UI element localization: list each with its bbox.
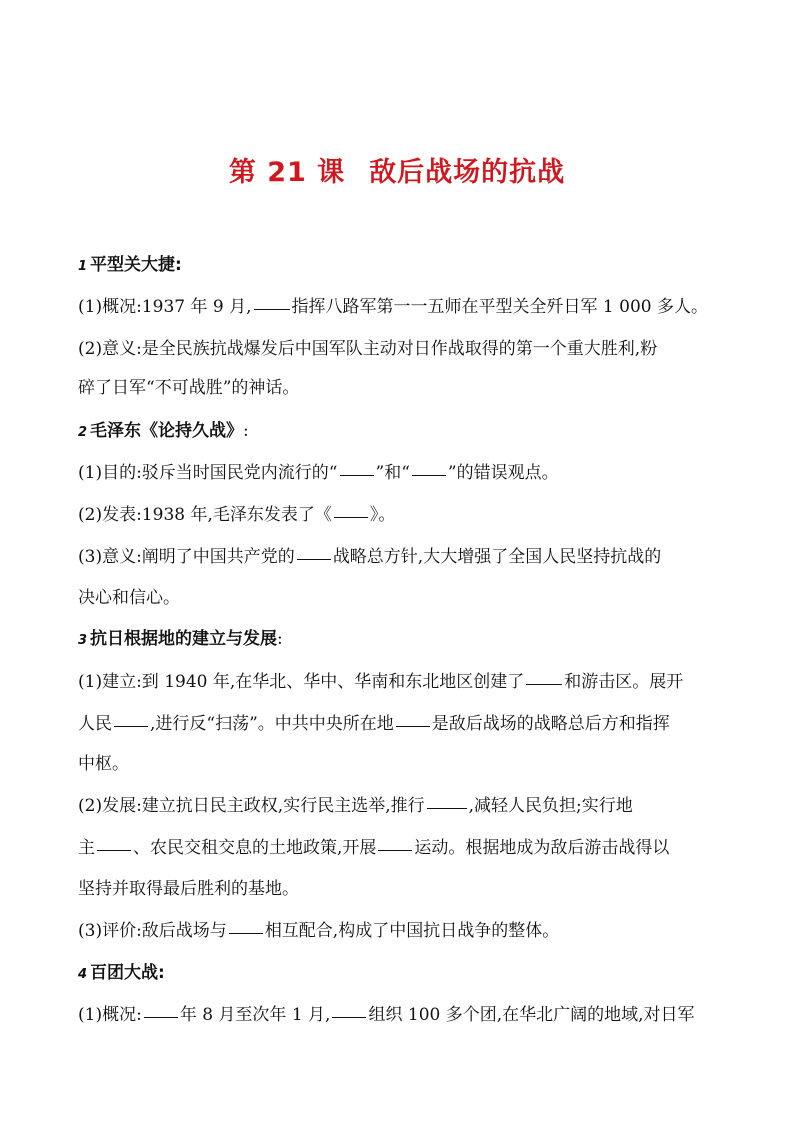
section-1-heading: 1 平型关大捷: <box>78 255 182 275</box>
fill-blank[interactable] <box>334 516 368 518</box>
fill-blank[interactable] <box>229 932 263 934</box>
fill-blank[interactable] <box>297 558 331 560</box>
lesson-title <box>0 150 794 189</box>
fill-blank[interactable] <box>114 725 148 727</box>
section-3-line-5: 主 、农民交租交息的土地政策,开展 运动。根据地成为敌后游击战得以 <box>78 838 670 858</box>
fill-blank[interactable] <box>340 474 374 476</box>
fill-blank[interactable] <box>396 725 430 727</box>
section-3-line-1: (1)建立:到 1940 年,在华北、华中、华南和东北地区创建了 和游击区。展开 <box>78 672 684 692</box>
section-3-line-3: 中枢。 <box>78 754 129 774</box>
section-3-line-2: 人民 ,进行反“扫荡”。中共中央所在地 是敌后战场的战略总后方和指挥 <box>78 714 670 734</box>
section-4-heading: 4 百团大战: <box>78 963 165 983</box>
fill-blank[interactable] <box>378 849 412 851</box>
section-1-line-1: (1)概况:1937 年 9 月, 指挥八路军第一一五师在平型关全歼日军 1 000 多人。 <box>78 297 708 317</box>
section-2-line-3: (3)意义:阐明了中国共产党的 战略总方针,大大增强了全国人民坚持抗战的 <box>78 547 662 567</box>
fill-blank[interactable] <box>427 807 467 809</box>
lesson-number: 第 21 课 <box>228 157 346 188</box>
section-2-line-1: (1)目的:驳斥当时国民党内流行的“ ”和“ ”的错误观点。 <box>78 463 559 483</box>
section-3-line-4: (2)发展:建立抗日民主政权,实行民主选举,推行 ,减轻人民负担;实行地 <box>78 796 633 816</box>
section-3-heading: 3 抗日根据地的建立与发展: <box>78 629 283 649</box>
lesson-topic: 敌后战场的抗战 <box>369 157 566 188</box>
section-1-line-3: 碎了日军“不可战胜”的神话。 <box>78 378 300 398</box>
section-1-line-2: (2)意义:是全民族抗战爆发后中国军队主动对日作战取得的第一个重大胜利,粉 <box>78 339 658 359</box>
section-2-line-2: (2)发表:1938 年,毛泽东发表了《 》。 <box>78 505 396 525</box>
section-3-line-6: 坚持并取得最后胜利的基地。 <box>78 879 299 899</box>
fill-blank[interactable] <box>97 849 131 851</box>
fill-blank[interactable] <box>144 1016 178 1018</box>
fill-blank[interactable] <box>526 683 562 685</box>
section-3-line-7: (3)评价:敌后战场与 相互配合,构成了中国抗日战争的整体。 <box>78 921 560 941</box>
fill-blank[interactable] <box>332 1016 366 1018</box>
section-2-line-4: 决心和信心。 <box>78 588 180 608</box>
fill-blank[interactable] <box>412 474 446 476</box>
fill-blank[interactable] <box>254 308 290 310</box>
section-4-line-1: (1)概况: 年 8 月至次年 1 月, 组织 100 多个团,在华北广阔的地域,对日军 <box>78 1005 695 1025</box>
section-2-heading: 2 毛泽东《论持久战》: <box>78 421 249 441</box>
